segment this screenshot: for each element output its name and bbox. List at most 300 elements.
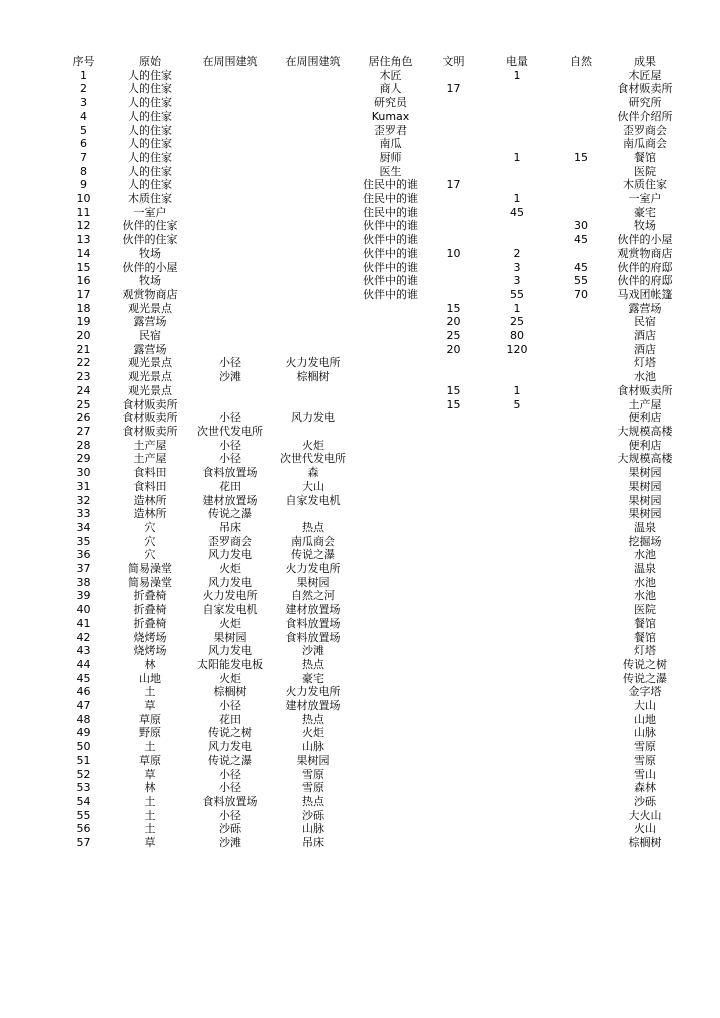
cell-nearby-2 — [267, 96, 359, 110]
cell-nearby-1: 传说之瀑 — [208, 753, 252, 767]
cell-original: 简易澡堂 — [128, 562, 172, 576]
cell-civilization — [422, 494, 485, 508]
cell-result: 伙伴的府邸 — [617, 260, 673, 274]
table-row — [60, 165, 677, 179]
cell-civilization — [422, 110, 485, 124]
cell-nearby-2: 食料放置场 — [285, 630, 341, 644]
cell-original: 土 — [144, 822, 156, 836]
cell-role — [359, 644, 422, 658]
table-row — [60, 809, 677, 823]
cell-original: 人的住家 — [128, 137, 172, 151]
cell-nearby-1 — [193, 398, 267, 412]
cell-original: 林 — [144, 781, 156, 795]
cell-nearby-2: 火炬 — [302, 438, 324, 452]
cell-original: 观光景点 — [128, 383, 172, 397]
table-row — [60, 589, 677, 603]
cell-nearby-1: 沙砾 — [219, 822, 241, 836]
cell-original: 野原 — [139, 726, 161, 740]
cell-electricity — [485, 644, 549, 658]
cell-result: 食材贩卖所 — [617, 383, 673, 397]
cell-index: 30 — [76, 466, 91, 480]
cell-civilization — [422, 754, 485, 768]
cell-result: 酒店 — [634, 342, 656, 356]
cell-nearby-2: 建材放置场 — [285, 699, 341, 713]
cell-electricity — [485, 82, 549, 96]
cell-role — [359, 562, 422, 576]
cell-result: 灯塔 — [634, 644, 656, 658]
cell-result: 歪罗商会 — [623, 123, 667, 137]
cell-nearby-2: 山脉 — [302, 740, 324, 754]
cell-civilization — [422, 96, 485, 110]
cell-civilization — [422, 562, 485, 576]
cell-result: 水池 — [634, 575, 656, 589]
cell-result: 山脉 — [634, 726, 656, 740]
cell-result: 果树园 — [628, 493, 662, 507]
cell-civilization — [422, 69, 485, 83]
cell-role — [359, 699, 422, 713]
cell-electricity: 1 — [513, 192, 521, 206]
cell-civilization — [422, 726, 485, 740]
cell-nearby-1 — [193, 233, 267, 247]
cell-nature — [549, 425, 613, 439]
cell-role — [359, 672, 422, 686]
cell-role — [359, 521, 422, 535]
table-row — [60, 288, 677, 302]
cell-index: 40 — [76, 603, 91, 617]
cell-original: 人的住家 — [128, 82, 172, 96]
cell-nearby-2 — [267, 151, 359, 165]
cell-original: 观光景点 — [128, 370, 172, 384]
cell-nearby-2: 森 — [307, 466, 319, 480]
cell-nearby-1 — [193, 288, 267, 302]
cell-role: 木匠 — [379, 68, 402, 82]
cell-nearby-2: 火炬 — [302, 726, 324, 740]
cell-nearby-1: 棕榈树 — [213, 685, 247, 699]
cell-electricity — [485, 494, 549, 508]
cell-nearby-2: 传说之瀑 — [291, 548, 335, 562]
cell-nature — [549, 315, 613, 329]
cell-nearby-2: 吊床 — [302, 836, 324, 850]
table-row — [60, 768, 677, 782]
cell-nearby-1 — [193, 165, 267, 179]
cell-original: 草原 — [139, 712, 161, 726]
cell-civilization — [422, 411, 485, 425]
cell-role — [359, 398, 422, 412]
table-row — [60, 672, 677, 686]
cell-nearby-2: 自家发电机 — [285, 493, 341, 507]
cell-original: 穴 — [144, 520, 156, 534]
cell-civilization — [422, 795, 485, 809]
table-body — [60, 69, 677, 850]
cell-electricity — [485, 233, 549, 247]
cell-result: 观赏物商店 — [617, 246, 673, 260]
cell-result: 牧场 — [634, 219, 656, 233]
cell-nearby-2 — [267, 315, 359, 329]
cell-nearby-1 — [193, 302, 267, 316]
table-row — [60, 521, 677, 535]
cell-nearby-2: 棕榈树 — [296, 370, 330, 384]
cell-index: 48 — [76, 712, 91, 726]
table-row — [60, 110, 677, 124]
cell-civilization — [422, 713, 485, 727]
cell-index: 24 — [76, 383, 91, 397]
cell-index: 18 — [76, 301, 91, 315]
cell-nearby-2 — [267, 274, 359, 288]
cell-original: 食料田 — [133, 466, 167, 480]
cell-original: 人的住家 — [128, 109, 172, 123]
cell-electricity — [485, 452, 549, 466]
cell-nearby-2: 南瓜商会 — [291, 534, 335, 548]
cell-electricity: 2 — [513, 246, 521, 260]
cell-original: 山地 — [139, 671, 161, 685]
cell-role: 医生 — [379, 164, 402, 178]
cell-index: 51 — [76, 753, 91, 767]
cell-nearby-2: 果树园 — [296, 753, 330, 767]
table-row — [60, 466, 677, 480]
cell-index: 36 — [76, 548, 91, 562]
cell-role — [359, 781, 422, 795]
cell-nature — [549, 137, 613, 151]
cell-result: 便利店 — [628, 411, 662, 425]
cell-index: 19 — [76, 315, 91, 329]
cell-nearby-2 — [267, 69, 359, 83]
cell-nature: 30 — [574, 219, 588, 233]
cell-index: 57 — [76, 836, 91, 850]
cell-role — [359, 617, 422, 631]
cell-original: 民宿 — [139, 329, 161, 343]
cell-nearby-1 — [193, 110, 267, 124]
table-row — [60, 535, 677, 549]
table-row — [60, 329, 677, 343]
cell-electricity — [485, 425, 549, 439]
cell-original: 人的住家 — [128, 68, 172, 82]
cell-original: 伙伴的小屋 — [122, 260, 178, 274]
cell-original: 人的住家 — [128, 123, 172, 137]
cell-original: 牧场 — [139, 246, 161, 260]
header-nature: 自然 — [570, 55, 592, 68]
cell-result: 雪原 — [634, 740, 656, 754]
cell-civilization — [422, 425, 485, 439]
table-row — [60, 384, 677, 398]
cell-result: 伙伴介绍所 — [617, 109, 673, 123]
cell-nearby-2: 火力发电所 — [285, 562, 341, 576]
cell-nature — [549, 124, 613, 138]
cell-nature — [549, 480, 613, 494]
cell-index: 35 — [76, 534, 91, 548]
table-row — [60, 685, 677, 699]
cell-nature — [549, 343, 613, 357]
table-row — [60, 96, 677, 110]
cell-civilization — [422, 603, 485, 617]
cell-electricity — [485, 124, 549, 138]
cell-nearby-2: 果树园 — [296, 575, 330, 589]
cell-nearby-1 — [193, 192, 267, 206]
table-row — [60, 247, 677, 261]
cell-civilization: 15 — [446, 397, 461, 411]
cell-index: 38 — [76, 575, 91, 589]
cell-index: 50 — [76, 740, 91, 754]
table-row — [60, 425, 677, 439]
table-row — [60, 822, 677, 836]
cell-civilization — [422, 576, 485, 590]
cell-nearby-1 — [193, 219, 267, 233]
cell-index: 49 — [76, 726, 91, 740]
cell-result: 便利店 — [628, 438, 662, 452]
cell-electricity — [485, 836, 549, 850]
cell-nature — [549, 452, 613, 466]
cell-nature — [549, 795, 613, 809]
cell-index: 21 — [76, 342, 91, 356]
cell-nearby-1: 火力发电所 — [202, 589, 258, 603]
cell-nearby-2: 热点 — [302, 712, 324, 726]
cell-original: 人的住家 — [128, 96, 172, 110]
cell-result: 水池 — [634, 548, 656, 562]
cell-role — [359, 713, 422, 727]
cell-nearby-1: 花田 — [219, 479, 241, 493]
cell-civilization — [422, 809, 485, 823]
header-nearby-building-2: 在周围建筑 — [285, 55, 341, 68]
cell-original: 烧烤场 — [133, 644, 167, 658]
cell-role: Kumax — [371, 109, 410, 123]
cell-nearby-2: 火力发电所 — [285, 685, 341, 699]
cell-nature — [549, 713, 613, 727]
cell-nearby-2: 热点 — [302, 657, 324, 671]
table-row — [60, 754, 677, 768]
cell-civilization — [422, 288, 485, 302]
cell-electricity — [485, 411, 549, 425]
cell-electricity — [485, 726, 549, 740]
cell-civilization — [422, 439, 485, 453]
cell-nearby-2: 火力发电所 — [285, 356, 341, 370]
cell-nearby-1 — [193, 384, 267, 398]
cell-nearby-2 — [267, 507, 359, 521]
table-row — [60, 151, 677, 165]
cell-index: 44 — [76, 657, 91, 671]
cell-nature: 70 — [574, 287, 588, 301]
cell-nearby-2 — [267, 288, 359, 302]
cell-nearby-1 — [193, 329, 267, 343]
table-row — [60, 315, 677, 329]
cell-nature — [549, 726, 613, 740]
cell-electricity — [485, 672, 549, 686]
cell-original: 观光景点 — [128, 356, 172, 370]
cell-nature — [549, 356, 613, 370]
table-row — [60, 356, 677, 370]
cell-civilization — [422, 219, 485, 233]
cell-civilization — [422, 768, 485, 782]
cell-civilization: 20 — [446, 342, 461, 356]
cell-index: 22 — [76, 356, 91, 370]
cell-result: 灯塔 — [634, 356, 656, 370]
cell-electricity — [485, 576, 549, 590]
cell-civilization — [422, 507, 485, 521]
cell-index: 52 — [76, 767, 91, 781]
cell-nature — [549, 589, 613, 603]
cell-nearby-1: 小径 — [219, 356, 241, 370]
table-row — [60, 398, 677, 412]
cell-index: 39 — [76, 589, 91, 603]
table-row — [60, 69, 677, 83]
cell-nature — [549, 548, 613, 562]
table-row — [60, 795, 677, 809]
table-row — [60, 726, 677, 740]
cell-result: 一室户 — [628, 192, 662, 206]
cell-nearby-1: 小径 — [219, 767, 241, 781]
cell-index: 10 — [76, 192, 91, 206]
cell-role — [359, 452, 422, 466]
cell-nature — [549, 685, 613, 699]
cell-nearby-1: 小径 — [219, 808, 241, 822]
cell-result: 雪原 — [634, 753, 656, 767]
cell-civilization — [422, 356, 485, 370]
cell-civilization — [422, 740, 485, 754]
cell-nearby-2: 风力发电 — [291, 411, 335, 425]
cell-result: 研究所 — [628, 96, 662, 110]
cell-role: 住民中的谁 — [363, 205, 418, 219]
cell-nature — [549, 178, 613, 192]
cell-nearby-1 — [193, 343, 267, 357]
cell-electricity — [485, 809, 549, 823]
cell-electricity — [485, 658, 549, 672]
cell-electricity: 45 — [510, 205, 524, 219]
cell-nearby-1: 太阳能发电板 — [197, 657, 263, 671]
table-row — [60, 576, 677, 590]
header-resident-role: 居住角色 — [368, 55, 413, 68]
cell-result: 民宿 — [634, 315, 656, 329]
cell-role — [359, 768, 422, 782]
cell-civilization — [422, 370, 485, 384]
cell-civilization — [422, 466, 485, 480]
cell-role — [359, 315, 422, 329]
cell-nature — [549, 466, 613, 480]
cell-index: 54 — [76, 794, 91, 808]
cell-nearby-2: 雪原 — [302, 767, 324, 781]
cell-original: 折叠椅 — [133, 589, 167, 603]
cell-index: 41 — [76, 616, 91, 630]
cell-nearby-2 — [267, 261, 359, 275]
cell-civilization — [422, 233, 485, 247]
cell-nearby-1: 自家发电机 — [202, 603, 258, 617]
cell-role — [359, 740, 422, 754]
cell-nearby-1: 歪罗商会 — [208, 534, 252, 548]
cell-nearby-2 — [267, 178, 359, 192]
cell-nature — [549, 768, 613, 782]
cell-nearby-1: 小径 — [219, 411, 241, 425]
cell-nearby-1: 次世代发电所 — [197, 424, 263, 438]
cell-nearby-1: 风力发电 — [208, 548, 252, 562]
cell-civilization: 10 — [446, 246, 461, 260]
cell-civilization: 15 — [446, 383, 461, 397]
cell-index: 2 — [80, 82, 87, 96]
cell-nearby-1 — [193, 82, 267, 96]
cell-role — [359, 548, 422, 562]
cell-role — [359, 576, 422, 590]
cell-nearby-1 — [193, 315, 267, 329]
cell-electricity: 1 — [513, 68, 521, 82]
cell-electricity — [485, 699, 549, 713]
cell-original: 露营场 — [133, 342, 167, 356]
table-row — [60, 740, 677, 754]
cell-original: 木质住家 — [128, 192, 172, 206]
cell-role: 南瓜 — [379, 137, 402, 151]
cell-electricity — [485, 822, 549, 836]
cell-role — [359, 685, 422, 699]
cell-nature — [549, 370, 613, 384]
header-nearby-building-1: 在周围建筑 — [202, 55, 258, 68]
cell-nature — [549, 836, 613, 850]
cell-original: 折叠椅 — [133, 616, 167, 630]
cell-electricity — [485, 589, 549, 603]
cell-civilization — [422, 274, 485, 288]
table-row — [60, 658, 677, 672]
cell-electricity — [485, 631, 549, 645]
cell-result: 医院 — [634, 164, 656, 178]
cell-role — [359, 589, 422, 603]
cell-role: 厨师 — [379, 150, 402, 164]
cell-original: 观赏物商店 — [122, 287, 178, 301]
cell-index: 27 — [76, 424, 91, 438]
cell-nearby-1: 小径 — [219, 452, 241, 466]
cell-nearby-2: 建材放置场 — [285, 603, 341, 617]
cell-original: 伙伴的住家 — [122, 233, 178, 247]
cell-civilization — [422, 699, 485, 713]
cell-role: 伙伴中的谁 — [363, 233, 418, 247]
cell-nature — [549, 521, 613, 535]
cell-civilization: 17 — [446, 82, 461, 96]
cell-nearby-2: 大山 — [302, 479, 324, 493]
table-row — [60, 274, 677, 288]
cell-civilization — [422, 480, 485, 494]
cell-result: 医院 — [634, 603, 656, 617]
cell-civilization — [422, 261, 485, 275]
cell-electricity: 120 — [506, 342, 528, 356]
cell-nature — [549, 192, 613, 206]
cell-index: 29 — [76, 452, 91, 466]
cell-civilization: 25 — [446, 329, 461, 343]
cell-original: 草 — [144, 836, 156, 850]
cell-electricity — [485, 548, 549, 562]
cell-index: 3 — [80, 96, 87, 110]
cell-original: 人的住家 — [128, 164, 172, 178]
cell-original: 草原 — [139, 753, 161, 767]
cell-original: 草 — [144, 699, 156, 713]
cell-nature — [549, 781, 613, 795]
cell-electricity — [485, 768, 549, 782]
cell-role — [359, 356, 422, 370]
cell-role — [359, 836, 422, 850]
cell-result: 火山 — [634, 822, 656, 836]
cell-nearby-1: 食料放置场 — [202, 794, 258, 808]
cell-civilization — [422, 206, 485, 220]
cell-role: 伙伴中的谁 — [363, 260, 418, 274]
cell-index: 16 — [76, 274, 91, 288]
cell-original: 穴 — [144, 548, 156, 562]
cell-nature: 45 — [574, 260, 588, 274]
header-civilization: 文明 — [442, 55, 465, 68]
cell-original: 折叠椅 — [133, 603, 167, 617]
cell-role — [359, 370, 422, 384]
table-row — [60, 781, 677, 795]
cell-role: 伙伴中的谁 — [363, 219, 418, 233]
table-row — [60, 82, 677, 96]
cell-electricity: 1 — [513, 301, 521, 315]
cell-role — [359, 631, 422, 645]
cell-result: 马戏团帐篷 — [617, 287, 673, 301]
cell-nature — [549, 617, 613, 631]
cell-nature — [549, 411, 613, 425]
cell-civilization: 15 — [446, 301, 461, 315]
table-row — [60, 233, 677, 247]
